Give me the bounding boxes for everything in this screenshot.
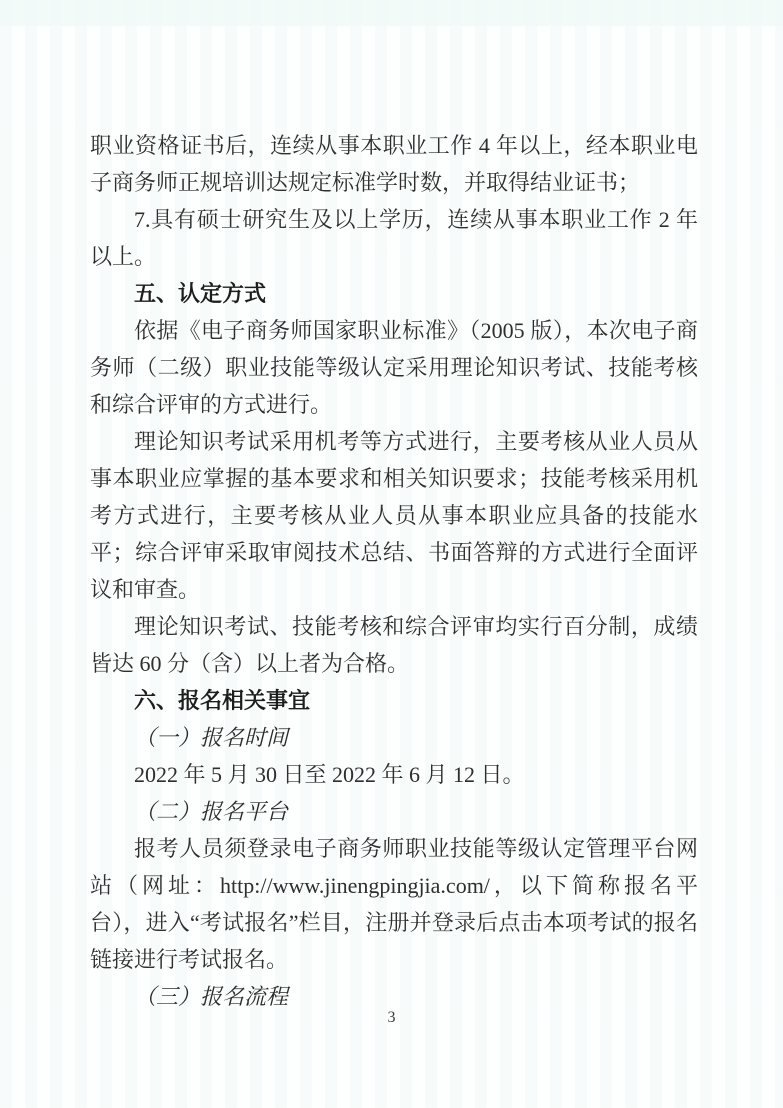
paragraph-certification-requirement-continuation: 职业资格证书后，连续从事本职业工作 4 年以上，经本职业电子商务师正规培训达规定标准学时数，并取得结业证书； [90, 133, 698, 195]
subsection-heading-registration-process: （三）报名流程 [134, 984, 289, 1009]
paragraph-requirement-item-7: 7.具有硕士研究生及以上学历，连续从事本职业工作 2 年以上。 [90, 207, 698, 269]
subsection-heading-registration-platform: （二）报名平台 [134, 799, 289, 824]
subsection-heading-registration-time: （一）报名时间 [134, 725, 289, 750]
paragraph-assessment-basis: 依据《电子商务师国家职业标准》（2005 版），本次电子商务师（二级）职业技能等级认定采用理论知识考试、技能考核和综合评审的方式进行。 [90, 318, 698, 417]
paragraph-registration-dates: 2022 年 5 月 30 日至 2022 年 6 月 12 日。 [134, 762, 525, 787]
paragraph-passing-score: 理论知识考试、技能考核和综合评审均实行百分制，成绩皆达 60 分（含）以上者为合格。 [90, 614, 698, 676]
paragraph-assessment-details: 理论知识考试采用机考等方式进行，主要考核从业人员从事本职业应掌握的基本要求和相关知识要求；技能考核采用机考方式进行，主要考核从业人员从事本职业应具备的技能水平；综合评审采取审阅技术总结、书面答辩的方式进行全面评议和审查。 [90, 429, 698, 602]
section-heading-6-registration-matters: 六、报名相关事宜 [134, 688, 311, 713]
document-content [90, 127, 698, 1015]
page-number: 3 [387, 1009, 396, 1026]
section-heading-5-assessment-method: 五、认定方式 [134, 281, 267, 306]
paragraph-registration-platform-details: 报考人员须登录电子商务师职业技能等级认定管理平台网站（网址：http://www.jinengpingjia.com/，以下简称报名平台），进入“考试报名”栏目，注册并登录后点击本项考试的报名链接进行考试报名。 [90, 836, 698, 972]
